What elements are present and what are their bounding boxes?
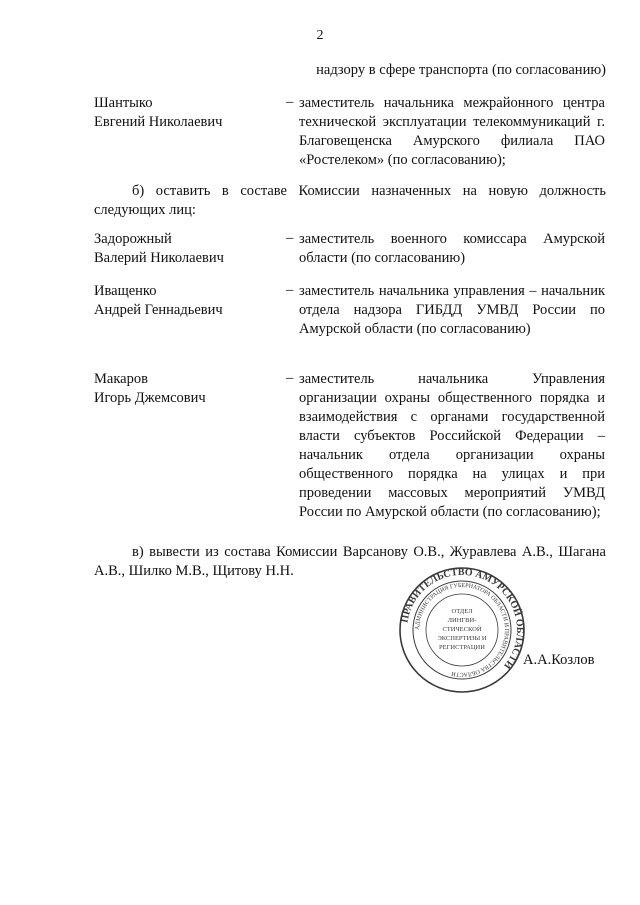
stamp-center-line: ЛИНГВИ- xyxy=(447,617,477,624)
signature-name: А.А.Козлов xyxy=(523,652,595,668)
stamp-outer-text: ПРАВИТЕЛЬСТВО АМУРСКОЙ ОБЛАСТИ xyxy=(399,566,526,671)
member-surname: Макаров xyxy=(94,371,148,387)
member-position-makarov: заместитель начальника Управления организации охраны общественного порядка и взаимодействия с органами государственной власти субъектов Российской Федерации – начальник отдела организации охраны общественного порядка на улицах и при проведении массовых мероприятий УМВД России по Амурской области (по согласованию); xyxy=(299,371,605,520)
member-given-names: Игорь Джемсович xyxy=(94,390,206,406)
dash-separator: – xyxy=(286,94,294,110)
dash-separator: – xyxy=(286,230,294,246)
dash-separator: – xyxy=(286,282,294,298)
continuation-line: надзору в сфере транспорта (по согласованию) xyxy=(316,62,606,78)
member-given-names: Андрей Геннадьевич xyxy=(94,302,223,318)
section-v-text: в) вывести из состава Комиссии Варсанову О.В., Журавлева А.В., Шагана А.В., Шилко М.В., Щитову Н.Н. xyxy=(94,544,606,579)
member-surname: Шантыко xyxy=(94,95,153,111)
member-name-ivashchenko xyxy=(94,282,223,320)
section-v-paragraph xyxy=(94,543,606,581)
stamp-center-line: ЭКСПЕРТИЗЫ И xyxy=(437,635,487,642)
member-given-names: Валерий Николаевич xyxy=(94,250,224,266)
stamp-inner-text: АДМИНИСТРАЦИЯ ГУБЕРНАТОРА ОБЛАСТИ И ПРАВИТЕЛЬСТВА ОБЛАСТИ xyxy=(414,582,510,678)
stamp-center-line: ОТДЕЛ xyxy=(451,608,473,615)
stamp-center-line: РЕГИСТРАЦИИ xyxy=(439,644,485,651)
member-surname: Задорожный xyxy=(94,231,172,247)
member-name-shantyko xyxy=(94,94,222,132)
official-stamp xyxy=(398,566,526,694)
member-name-zadorozhny xyxy=(94,230,224,268)
dash-separator: – xyxy=(286,370,294,386)
member-position-shantyko: заместитель начальника межрайонного центра технической эксплуатации телекоммуникаций г. Благовещенска Амурского филиала ПАО «Ростелеком» (по согласованию); xyxy=(299,95,605,168)
section-b-paragraph xyxy=(94,182,606,220)
member-surname: Иващенко xyxy=(94,283,157,299)
stamp-center-line: СТИЧЕСКОЙ xyxy=(442,626,482,633)
page-number: 2 xyxy=(316,28,324,43)
member-given-names: Евгений Николаевич xyxy=(94,114,223,130)
member-name-makarov xyxy=(94,370,206,408)
member-position-ivashchenko: заместитель начальника управления – начальник отдела надзора ГИБДД УМВД России по Амурской области (по согласованию) xyxy=(299,283,605,337)
section-b-text: б) оставить в составе Комиссии назначенных на новую должность следующих лиц: xyxy=(94,183,606,218)
member-position-zadorozhny: заместитель военного комиссара Амурской области (по согласованию) xyxy=(299,231,605,266)
